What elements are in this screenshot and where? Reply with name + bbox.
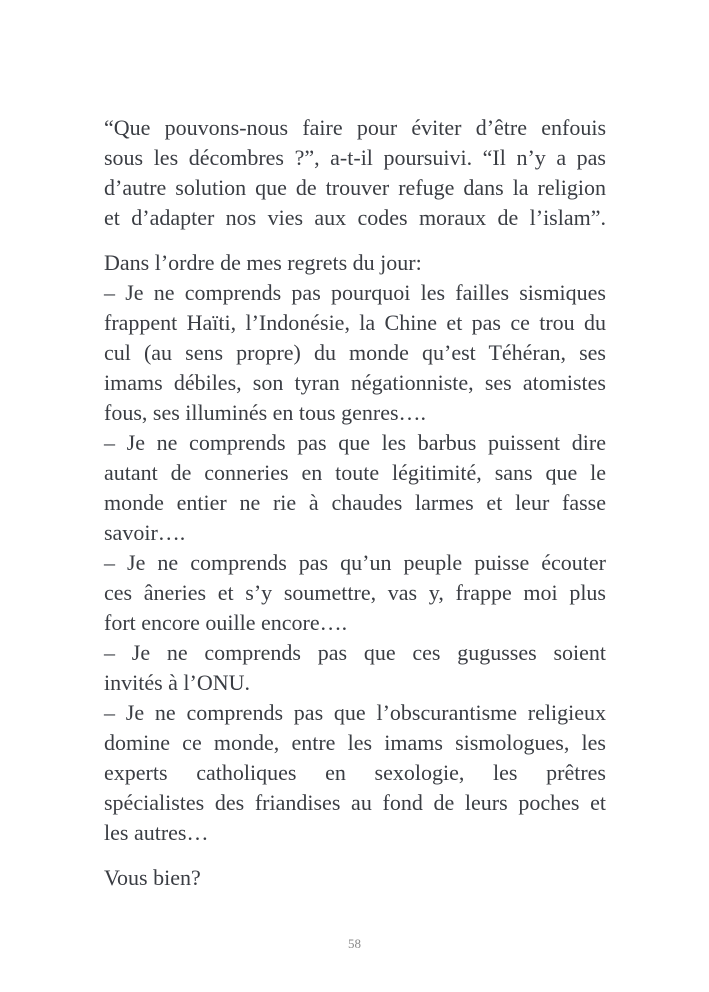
quote-paragraph [104,113,606,233]
text-line: autant de conneries en toute légitimité, sans que le [104,460,606,485]
text-line: imams débiles, son tyran négationniste, ses atomistes [104,370,606,395]
text-line: – Je ne comprends pas pourquoi les failles sismiques [104,280,606,305]
text-line: Dans l’ordre de mes regrets du jour: [104,250,422,275]
text-line: monde entier ne rie à chaudes larmes et leur fasse [104,490,606,515]
text-line: savoir…. [104,520,186,545]
text-line: et d’adapter nos vies aux codes moraux de l’islam”. [104,205,606,230]
text-line: frappent Haïti, l’Indonésie, la Chine et pas ce trou du [104,310,606,335]
text-line: spécialistes des friandises au fond de leurs poches et [104,790,606,815]
closing-paragraph [104,863,606,893]
text-line: – Je ne comprends pas qu’un peuple puisse écouter [104,550,606,575]
text-line: – Je ne comprends pas que l’obscurantisme religieux [104,700,606,725]
text-line: fort encore ouille encore…. [104,610,348,635]
text-line: sous les décombres ?”, a-t-il poursuivi. “Il n’y a pas [104,145,606,170]
text-line: experts catholiques en sexologie, les prêtres [104,760,606,785]
page-content [104,113,606,893]
text-line: d’autre solution que de trouver refuge dans la religion [104,175,606,200]
text-line: invités à l’ONU. [104,670,251,695]
text-line: “Que pouvons-nous faire pour éviter d’être enfouis [104,115,606,140]
text-line: domine ce monde, entre les imams sismologues, les [104,730,606,755]
page-number: 58 [348,936,361,951]
text-line: – Je ne comprends pas que les barbus puissent dire [104,430,606,455]
text-line: cul (au sens propre) du monde qu’est Téhéran, ses [104,340,606,365]
text-line: ces âneries et s’y soumettre, vas y, frappe moi plus [104,580,606,605]
regrets-paragraph [104,248,606,848]
text-line: – Je ne comprends pas que ces gugusses soient [104,640,606,665]
text-line: fous, ses illuminés en tous genres…. [104,400,427,425]
text-line: Vous bien? [104,865,201,890]
text-line: les autres… [104,820,209,845]
